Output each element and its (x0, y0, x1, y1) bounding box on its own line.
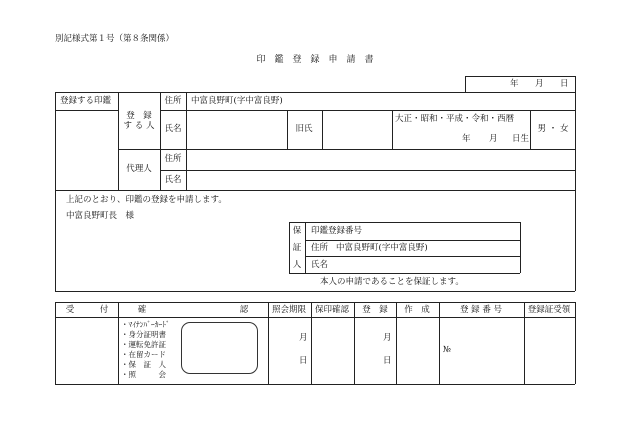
guarantor-name-label: 氏名 (311, 260, 329, 270)
confirm-item-license: ・運転免許証 (121, 340, 166, 349)
date-day: 日 (560, 79, 569, 89)
former-name-label: 旧氏 (295, 124, 313, 134)
deadline-month: 月 (299, 333, 308, 343)
confirm-item-id: ・身分証明書 (121, 330, 166, 339)
gender-options: 男 ・ 女 (537, 124, 569, 134)
guarantor-address-value: 中富良野町(字中富良野) (336, 243, 428, 253)
guarantor-char-1: 保 (292, 226, 302, 236)
register-day: 日 (383, 356, 392, 366)
reg-number-prefix: № (443, 345, 452, 355)
confirm-bracket (181, 322, 258, 374)
confirm-item-residence: ・在留カード (121, 350, 166, 359)
address-label: 住所 (164, 96, 182, 106)
addressee-text: 中富良野町長 様 (66, 211, 135, 221)
header-register: 登 録 (362, 305, 388, 315)
header-reg-number: 登 録 番 号 (459, 305, 503, 315)
header-card-receipt: 登録証受領 (527, 305, 571, 315)
birth-eras: 大正・昭和・平成・令和・西暦 (395, 114, 515, 124)
seal-label: 登録する印鑑 (60, 96, 112, 106)
register-month: 月 (383, 333, 392, 343)
registrant-label-line1: 登 録 (126, 111, 152, 121)
birth-day: 日生 (512, 134, 530, 144)
birth-year: 年 (462, 134, 471, 144)
guarantor-number-label: 印鑑登録番号 (311, 226, 363, 236)
confirm-item-guarantor: ・保 証 人 (121, 360, 166, 369)
confirm-item-inquiry: ・照 会 (121, 370, 166, 379)
name-label: 氏名 (164, 124, 182, 134)
registrant-label-line2: す る 人 (123, 121, 155, 131)
form-label: 別記様式第１号（第８条関係） (55, 34, 175, 44)
birth-month: 月 (489, 134, 498, 144)
declaration-text: 上記のとおり、印鑑の登録を申請します。 (66, 195, 227, 205)
header-confirm: 確 認 (137, 305, 249, 315)
agent-name-label: 氏名 (164, 175, 182, 185)
address-value: 中富良野町(字中富良野) (191, 96, 283, 106)
guarantor-address-label: 住所 (311, 243, 329, 253)
header-inquiry-deadline: 照会期限 (271, 305, 307, 315)
date-month: 月 (535, 79, 544, 89)
date-year: 年 (510, 79, 519, 89)
guarantor-statement: 本人の申請であることを保証します。 (320, 277, 464, 287)
confirm-item-mynumber: ・ﾏｲﾅﾝﾊﾞｰｶｰﾄﾞ (121, 320, 170, 329)
agent-address-label: 住所 (164, 154, 182, 164)
header-seal-confirm: 保印確認 (314, 305, 350, 315)
guarantor-char-2: 証 (292, 243, 302, 253)
header-reception: 受 付 (65, 305, 109, 315)
agent-label: 代理人 (126, 164, 152, 174)
deadline-day: 日 (299, 356, 308, 366)
form-title: 印 鑑 登 録 申 請 書 (256, 55, 374, 65)
guarantor-char-3: 人 (292, 260, 302, 270)
header-create: 作 成 (404, 305, 430, 315)
